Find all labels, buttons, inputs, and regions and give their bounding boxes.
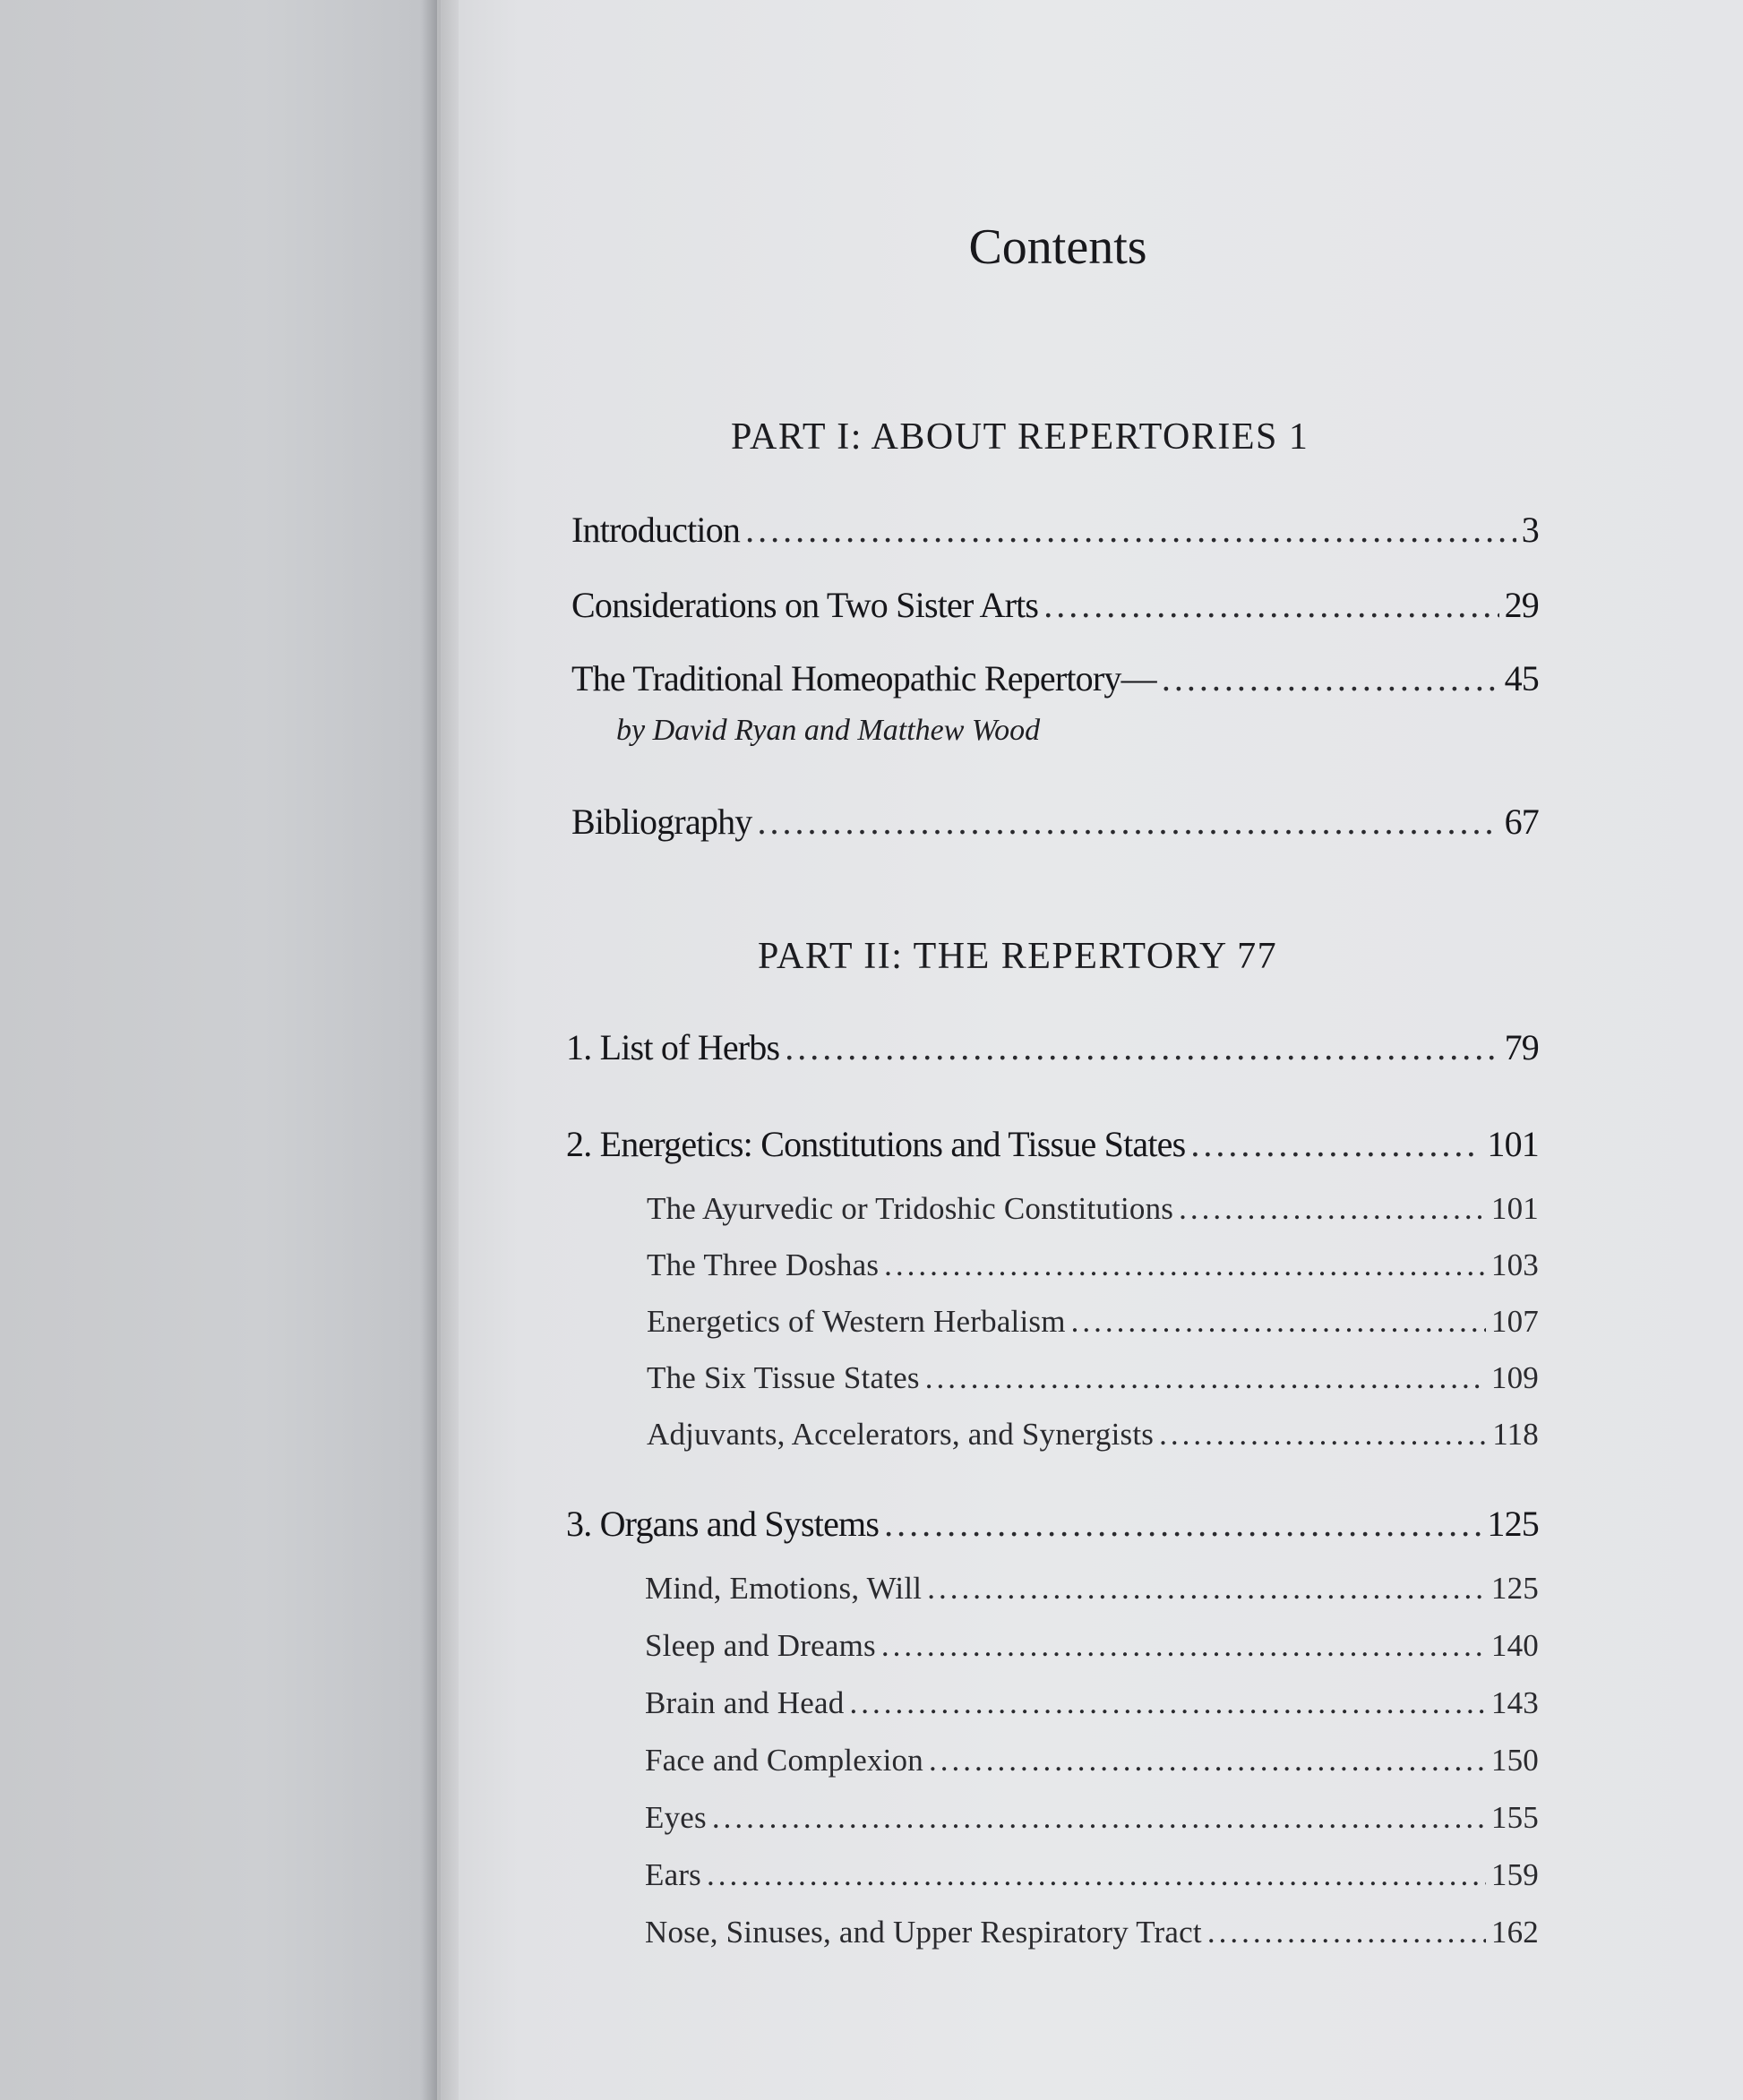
toc-entry-page: 103: [1490, 1247, 1539, 1282]
toc-subentry-six-tissue-states: [647, 1356, 1539, 1401]
toc-subentry-mind-emotions: [645, 1566, 1539, 1611]
dot-leader: [1071, 1299, 1486, 1344]
toc-entry-title: Introduction: [571, 510, 741, 550]
toc-entry-title: 2. Energetics: Constitutions and Tissue States: [566, 1124, 1186, 1164]
toc-entry-page: 3: [1521, 510, 1539, 550]
toc-entry-page: 155: [1490, 1800, 1539, 1835]
toc-entry-title: Brain and Head: [645, 1685, 845, 1720]
dot-leader: [925, 1356, 1486, 1401]
toc-entry-title: The Three Doshas: [647, 1247, 880, 1282]
dot-leader: [1190, 1119, 1481, 1170]
page-title: Contents: [968, 219, 1147, 275]
toc-entry-title: Mind, Emotions, Will: [645, 1571, 923, 1606]
toc-entry-title: Energetics of Western Herbalism: [647, 1304, 1066, 1339]
toc-entry-title: Nose, Sinuses, and Upper Respiratory Tract: [645, 1915, 1202, 1950]
toc-entry-page: 125: [1487, 1504, 1539, 1544]
part-1-heading: PART I: ABOUT REPERTORIES 1: [731, 416, 1309, 458]
toc-entry-traditional-repertory: [571, 654, 1539, 704]
toc-entry-considerations: [571, 580, 1539, 630]
dot-leader: [1162, 654, 1499, 704]
dot-leader: [884, 1499, 1481, 1549]
toc-entry-page: 140: [1490, 1628, 1539, 1663]
toc-entry-energetics: [566, 1119, 1539, 1170]
dot-leader: [707, 1853, 1486, 1898]
toc-entry-title: Bibliography: [571, 801, 752, 842]
toc-entry-page: 109: [1490, 1360, 1539, 1395]
left-page: [0, 0, 437, 2100]
toc-entry-title: Sleep and Dreams: [645, 1628, 876, 1663]
toc-entry-page: 45: [1504, 658, 1539, 699]
toc-entry-page: 162: [1490, 1915, 1539, 1950]
toc-entry-page: 150: [1490, 1743, 1539, 1778]
dot-leader: [785, 1023, 1498, 1073]
toc-entry-page: 118: [1492, 1417, 1539, 1452]
toc-subentry-face-complexion: [645, 1738, 1539, 1783]
toc-entry-bibliography: [571, 797, 1539, 847]
book-gutter: [423, 0, 459, 2100]
toc-entry-title: Eyes: [645, 1800, 707, 1835]
toc-subentry-nose-sinuses: [645, 1910, 1539, 1955]
toc-entry-page: 159: [1490, 1857, 1539, 1892]
toc-entry-title: 3. Organs and Systems: [566, 1504, 880, 1544]
dot-leader: [1043, 580, 1498, 630]
toc-entry-page: 125: [1490, 1571, 1539, 1606]
toc-entry-title: The Ayurvedic or Tridoshic Constitutions: [647, 1191, 1174, 1226]
toc-subentry-eyes: [645, 1796, 1539, 1840]
part-2-heading: PART II: THE REPERTORY 77: [758, 936, 1278, 977]
toc-entry-title: Considerations on Two Sister Arts: [571, 585, 1039, 625]
toc-subentry-brain-head: [645, 1681, 1539, 1726]
toc-subentry-sleep-dreams: [645, 1624, 1539, 1668]
dot-leader: [849, 1681, 1485, 1726]
toc-entry-title: The Traditional Homeopathic Repertory—: [571, 658, 1156, 699]
toc-subentry-ears: [645, 1853, 1539, 1898]
toc-entry-title: Face and Complexion: [645, 1743, 923, 1778]
toc-entry-page: 29: [1504, 585, 1539, 625]
toc-subentry-ayurvedic: [647, 1187, 1539, 1231]
toc-entry-page: 143: [1490, 1685, 1539, 1720]
toc-entry-list-of-herbs: [566, 1023, 1539, 1073]
toc-entry-title: Adjuvants, Accelerators, and Synergists: [647, 1417, 1155, 1452]
toc-entry-page: 101: [1490, 1191, 1539, 1226]
toc-entry-page: 101: [1487, 1124, 1539, 1164]
toc-subentry-adjuvants: [647, 1412, 1539, 1457]
dot-leader: [712, 1796, 1486, 1840]
toc-entry-page: 107: [1490, 1304, 1539, 1339]
toc-entry-title: 1. List of Herbs: [566, 1027, 780, 1067]
dot-leader: [1179, 1187, 1486, 1231]
dot-leader: [1159, 1412, 1487, 1457]
toc-subentry-three-doshas: [647, 1243, 1539, 1288]
dot-leader: [884, 1243, 1486, 1288]
dot-leader: [745, 505, 1516, 555]
author-byline: by David Ryan and Matthew Wood: [616, 714, 1041, 747]
toc-entry-page: 67: [1504, 801, 1539, 842]
toc-entry-organs-systems: [566, 1499, 1539, 1549]
toc-entry-title: Ears: [645, 1857, 701, 1892]
dot-leader: [929, 1738, 1486, 1783]
toc-entry-introduction: [571, 505, 1539, 555]
dot-leader: [1207, 1910, 1486, 1955]
dot-leader: [881, 1624, 1486, 1668]
dot-leader: [927, 1566, 1486, 1611]
dot-leader: [758, 797, 1499, 847]
toc-entry-title: The Six Tissue States: [647, 1360, 920, 1395]
toc-entry-page: 79: [1504, 1027, 1539, 1067]
toc-subentry-western-herbalism: [647, 1299, 1539, 1344]
